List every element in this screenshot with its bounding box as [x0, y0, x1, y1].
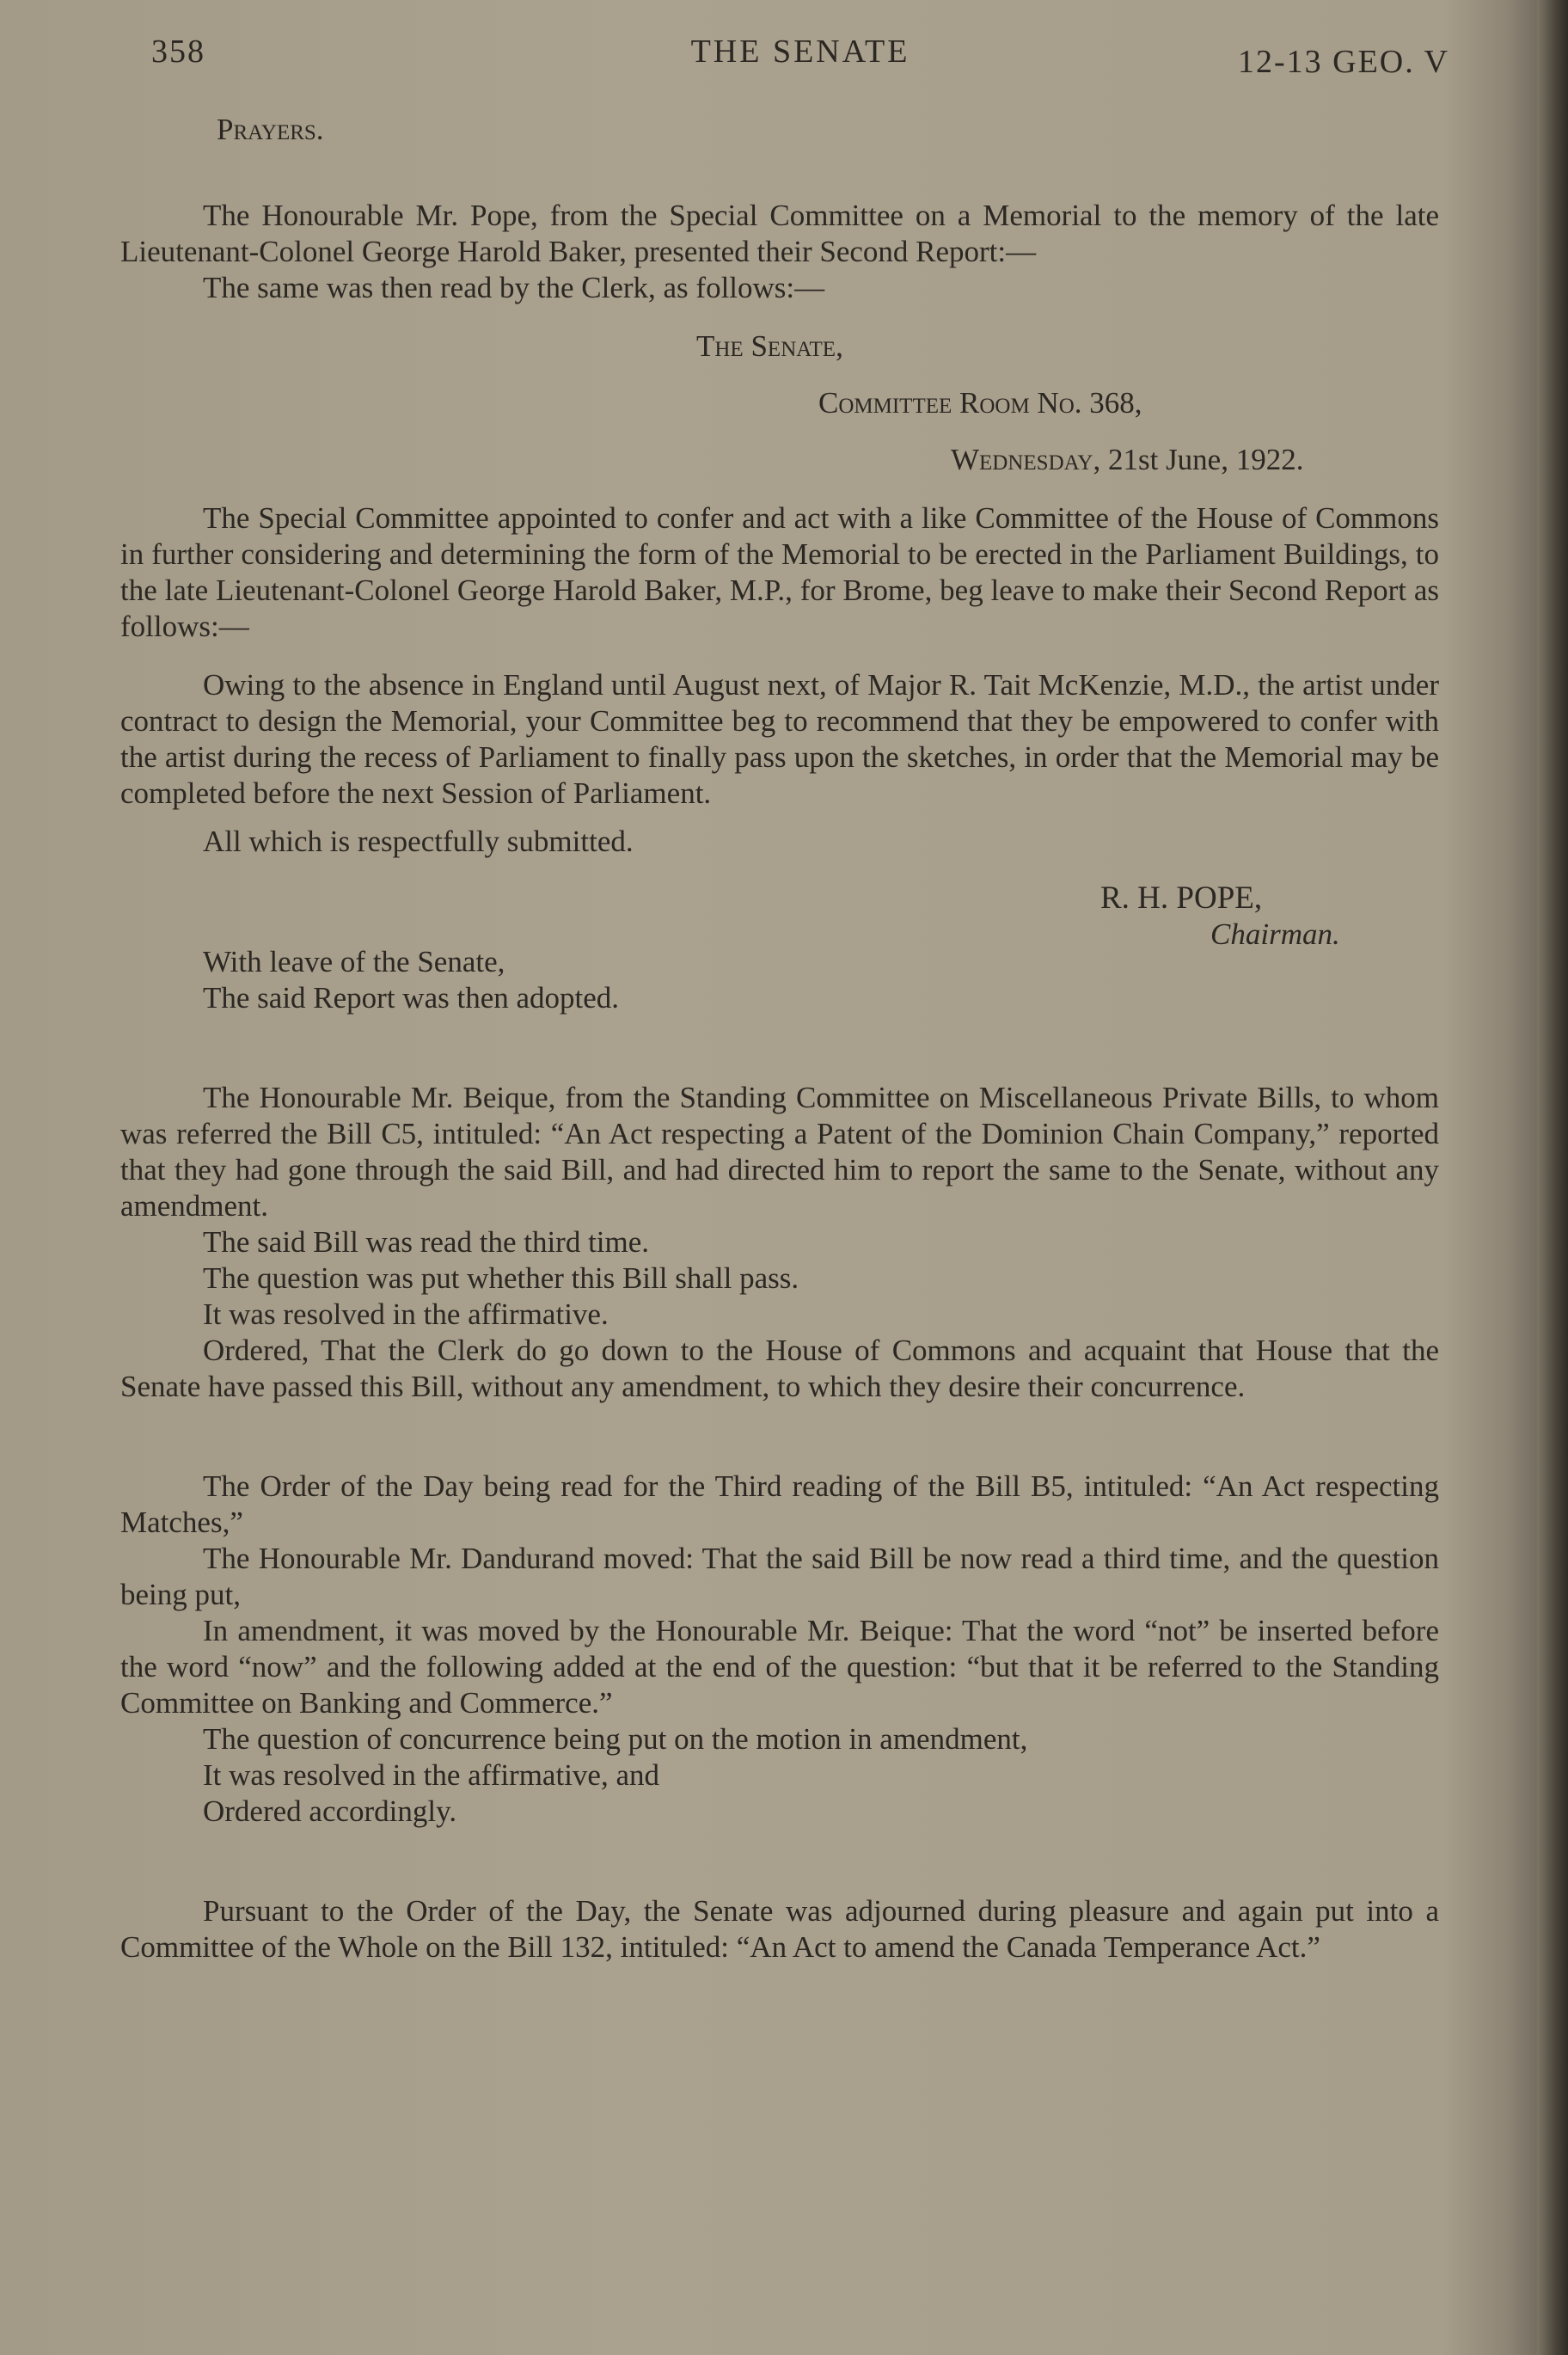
- section-label: Prayers.: [217, 113, 324, 146]
- report-intro: The Honourable Mr. Pope, from the Special Committee on a Memorial to the memory of the late Lieutenant-Colonel George Harold Baker, presented their Second Report:—: [120, 199, 1439, 268]
- book-spine-shadow: [1537, 0, 1568, 2355]
- bill-b5-ordered: Ordered accordingly.: [203, 1794, 457, 1828]
- bill-b5-intro: The Order of the Day being read for the Third reading of the Bill B5, intituled: “An Act respecting Matches,”: [120, 1469, 1439, 1539]
- report-paragraph-2: Owing to the absence in England until August next, of Major R. Tait McKenzie, M.D., the artist under contract to design the Memorial, your Committee beg to recommend that they be empowered to confer with the artist during the recess of Parliament to finally pass upon the sketches, in order that the Memorial may be completed before the next Session of Parliament.: [120, 668, 1439, 810]
- bill-b5-amendment: In amendment, it was moved by the Honourable Mr. Beique: That the word “not” be inserted before the word “now” and the following added at the end of the question: “but that it be referred to the Standing Committee on Banking and Commerce.”: [120, 1614, 1439, 1720]
- bill-c5-intro: The Honourable Mr. Beique, from the Standing Committee on Miscellaneous Private Bills, to whom was referred the Bill C5, intituled: “An Act respecting a Patent of the Dominion Chain Company,” reported that they had gone through the said Bill, and had directed him to report the same to the Senate, without any amendment.: [120, 1081, 1439, 1223]
- session-label: 12-13 GEO. V: [1237, 44, 1449, 80]
- page-body: [120, 112, 1439, 1966]
- bill-c5-resolved: It was resolved in the affirmative.: [203, 1297, 609, 1331]
- adopted-line: The said Report was then adopted.: [203, 981, 620, 1015]
- bill-b5-moved: The Honourable Mr. Dandurand moved: That the said Bill be now read a third time, and the question being put,: [120, 1542, 1439, 1611]
- bill-c5-third-time: The said Bill was read the third time.: [203, 1225, 650, 1259]
- address-room: Committee Room No. 368,: [818, 386, 1142, 420]
- running-title: THE SENATE: [690, 34, 910, 70]
- address-date-value: 21st June, 1922.: [1100, 443, 1304, 476]
- report-read-line: The same was then read by the Clerk, as follows:—: [203, 271, 825, 304]
- bill-b5-resolved: It was resolved in the affirmative, and: [203, 1758, 659, 1792]
- signer-title: Chairman.: [1210, 917, 1340, 951]
- signer-name: R. H. POPE,: [1100, 880, 1263, 916]
- address-day: Wednesday,: [951, 443, 1101, 476]
- bill-132-intro: Pursuant to the Order of the Day, the Senate was adjourned during pleasure and again put into a Committee of the Whole on the Bill 132, intituled: “An Act to amend the Canada Temperance Act.”: [120, 1894, 1439, 1964]
- address-date: [951, 442, 1439, 478]
- page-number: 358: [151, 34, 205, 70]
- bill-c5-ordered: Ordered, That the Clerk do go down to the House of Commons and acquaint that House that the Senate have passed this Bill, without any amendment, to which they desire their concurrence.: [120, 1334, 1439, 1403]
- leave-line: With leave of the Senate,: [203, 945, 505, 978]
- bill-c5-question: The question was put whether this Bill shall pass.: [203, 1261, 799, 1295]
- page-header: [151, 33, 1449, 93]
- report-submitted: All which is respectfully submitted.: [203, 825, 634, 858]
- bill-b5-concurrence: The question of concurrence being put on the motion in amendment,: [203, 1722, 1028, 1756]
- report-paragraph-1: The Special Committee appointed to confer and act with a like Committee of the House of Commons in further considering and determining the form of the Memorial to be erected in the Parliament Buildings, to the late Lieutenant-Colonel George Harold Baker, M.P., for Brome, beg leave to make their Second Report as follows:—: [120, 501, 1439, 643]
- address-senate: The Senate,: [696, 329, 843, 363]
